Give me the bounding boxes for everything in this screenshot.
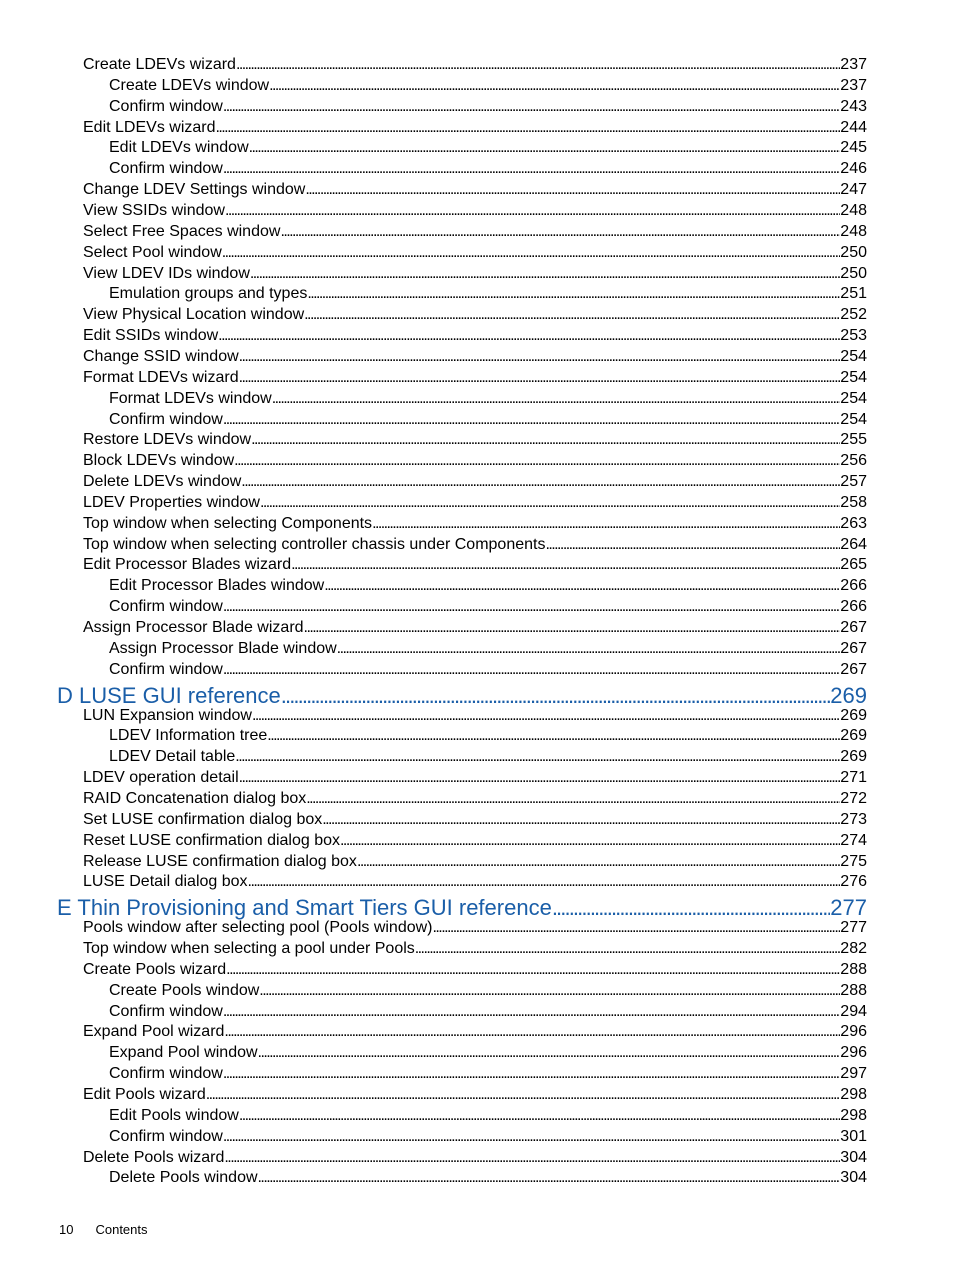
toc-dot-leader bbox=[248, 873, 841, 891]
toc-entry-title: Expand Pool wizard bbox=[83, 1023, 225, 1041]
toc-entry-link[interactable] bbox=[109, 1128, 867, 1149]
toc-dot-leader bbox=[258, 1044, 841, 1062]
toc-dot-leader bbox=[260, 494, 840, 512]
toc-entry-title: Format LDEVs wizard bbox=[83, 368, 239, 386]
toc-dot-leader bbox=[235, 748, 840, 766]
toc-entry-title: Create Pools window bbox=[109, 981, 260, 999]
toc-page-number: 247 bbox=[840, 181, 867, 199]
toc-entry-link[interactable] bbox=[83, 348, 867, 369]
toc-entry-title: Create Pools wizard bbox=[83, 960, 227, 978]
toc-entry-link[interactable] bbox=[83, 790, 867, 811]
toc-entry-title: Reset LUSE confirmation dialog box bbox=[83, 831, 341, 849]
toc-entry-link[interactable] bbox=[109, 577, 867, 598]
toc-page-number: 294 bbox=[840, 1002, 867, 1020]
toc-entry-link[interactable] bbox=[109, 1044, 867, 1065]
toc-entry-link[interactable] bbox=[83, 1023, 867, 1044]
toc-dot-leader bbox=[236, 56, 840, 74]
toc-dot-leader bbox=[258, 1169, 841, 1187]
toc-entry-link[interactable] bbox=[109, 1065, 867, 1086]
toc-entry-link[interactable] bbox=[109, 411, 867, 432]
toc-page-number: 298 bbox=[840, 1086, 867, 1103]
toc-entry-link[interactable] bbox=[83, 306, 867, 327]
toc-entry-title: View LDEV IDs window bbox=[83, 264, 250, 282]
toc-entry-title: Confirm window bbox=[109, 1065, 223, 1083]
toc-entry-title: Top window when selecting a pool under Pools bbox=[83, 940, 415, 957]
toc-page-number: 274 bbox=[840, 831, 867, 849]
toc-dot-leader bbox=[224, 1149, 840, 1167]
toc-dot-leader bbox=[241, 473, 840, 491]
toc-dot-leader bbox=[239, 769, 841, 787]
toc-entry-title: Change SSID window bbox=[83, 347, 239, 365]
toc-entry-title: Emulation groups and types bbox=[109, 285, 308, 303]
toc-entry-link[interactable] bbox=[83, 452, 867, 473]
toc-dot-leader bbox=[239, 1107, 840, 1125]
toc-dot-leader bbox=[223, 1128, 840, 1146]
footer-page-number: 10 bbox=[59, 1222, 74, 1237]
toc-entry-title: D LUSE GUI reference bbox=[57, 682, 281, 708]
toc-page-number: 243 bbox=[840, 97, 867, 115]
toc-entry-link[interactable] bbox=[83, 769, 867, 790]
toc-dot-leader bbox=[225, 202, 840, 220]
toc-page-number: 246 bbox=[840, 160, 867, 178]
toc-dot-leader bbox=[415, 940, 841, 958]
toc-entry-link[interactable] bbox=[83, 853, 867, 874]
toc-entry-title: Select Pool window bbox=[83, 243, 222, 261]
toc-entry-title: Confirm window bbox=[109, 1127, 223, 1145]
toc-page-number: 254 bbox=[840, 347, 867, 365]
toc-entry-title: Confirm window bbox=[109, 1002, 223, 1020]
toc-dot-leader bbox=[223, 98, 840, 116]
toc-entry-title: LUSE Detail dialog box bbox=[83, 873, 248, 891]
toc-dot-leader bbox=[206, 1086, 841, 1104]
toc-dot-leader bbox=[222, 244, 841, 262]
toc-entry-link[interactable] bbox=[83, 873, 867, 894]
toc-entry-title: Delete Pools wizard bbox=[83, 1148, 225, 1166]
toc-entry-link[interactable] bbox=[109, 98, 867, 119]
toc-dot-leader bbox=[239, 348, 841, 366]
toc-entry-link[interactable] bbox=[83, 919, 867, 940]
toc-page-number: 248 bbox=[840, 201, 867, 219]
toc-dot-leader bbox=[305, 181, 840, 199]
toc-entry-link[interactable] bbox=[109, 640, 867, 661]
toc-dot-leader bbox=[239, 369, 841, 387]
toc-page-number: 282 bbox=[840, 940, 867, 957]
toc-entry-title: LUN Expansion window bbox=[83, 706, 252, 724]
toc-page-number: 244 bbox=[840, 118, 867, 136]
toc-entry-link[interactable] bbox=[83, 940, 867, 961]
toc-dot-leader bbox=[269, 77, 840, 95]
toc-entry-link[interactable] bbox=[83, 56, 867, 77]
toc-entry-title: Change LDEV Settings window bbox=[83, 181, 306, 199]
toc-entry-title: Delete LDEVs window bbox=[83, 473, 242, 490]
toc-entry-link[interactable] bbox=[83, 369, 867, 390]
toc-page-number: 237 bbox=[840, 76, 867, 94]
toc-entry-title: Create LDEVs window bbox=[109, 76, 270, 94]
toc-entry-link[interactable] bbox=[109, 390, 867, 411]
toc-page-number: 254 bbox=[840, 389, 867, 407]
toc-dot-leader bbox=[216, 119, 841, 137]
toc-entry-link[interactable] bbox=[83, 536, 867, 557]
toc-page-number: 296 bbox=[840, 1023, 867, 1041]
toc-entry-title: Edit SSIDs window bbox=[83, 327, 219, 345]
toc-dot-leader bbox=[337, 640, 841, 658]
toc-entry-title: Block LDEVs window bbox=[83, 452, 235, 470]
toc-entry-link[interactable] bbox=[109, 1107, 867, 1128]
toc-dot-leader bbox=[545, 536, 840, 554]
toc-entry-title: Confirm window bbox=[109, 160, 223, 178]
toc-entry-title: Confirm window bbox=[109, 598, 223, 616]
toc-dot-leader bbox=[291, 556, 840, 574]
toc-page-number: 304 bbox=[840, 1169, 867, 1187]
toc-page-number: 237 bbox=[840, 56, 867, 73]
toc-entry-link[interactable] bbox=[109, 77, 867, 98]
toc-entry-link[interactable] bbox=[109, 285, 867, 306]
toc-page-number: 297 bbox=[840, 1065, 867, 1083]
toc-entry-link[interactable] bbox=[83, 181, 867, 202]
toc-page-number: 252 bbox=[840, 306, 867, 324]
toc-dot-leader bbox=[218, 327, 840, 345]
toc-entry-link[interactable] bbox=[83, 832, 867, 853]
toc-entry-link[interactable] bbox=[83, 619, 867, 640]
toc-page-number: 256 bbox=[840, 452, 867, 470]
toc-entry-title: Create LDEVs wizard bbox=[83, 56, 236, 73]
toc-page-number: 245 bbox=[840, 139, 867, 157]
toc-entry-title: Edit Pools window bbox=[109, 1106, 239, 1124]
toc-dot-leader bbox=[223, 411, 840, 429]
toc-entry-link[interactable] bbox=[83, 473, 867, 494]
toc-dot-leader bbox=[251, 431, 840, 449]
toc-entry-title: Top window when selecting Components bbox=[83, 514, 373, 532]
toc-entry-title: Confirm window bbox=[109, 660, 223, 678]
toc-entry-title: Edit LDEVs wizard bbox=[83, 118, 216, 136]
toc-entry-link[interactable] bbox=[109, 661, 867, 682]
toc-entry-title: Edit LDEVs window bbox=[109, 139, 249, 157]
toc-dot-leader bbox=[249, 139, 841, 157]
toc-page-number: 267 bbox=[840, 660, 867, 678]
toc-dot-leader bbox=[324, 577, 840, 595]
toc-entry-title: Delete Pools window bbox=[109, 1169, 258, 1187]
toc-entry-link[interactable] bbox=[83, 1149, 867, 1170]
toc-page-number: 277 bbox=[830, 895, 867, 921]
toc-page-number: 272 bbox=[840, 789, 867, 807]
toc-dot-leader bbox=[357, 853, 840, 871]
toc-entry-title: Pools window after selecting pool (Pools window) bbox=[83, 919, 433, 937]
toc-page-number: 250 bbox=[840, 243, 867, 261]
toc-dot-leader bbox=[223, 1003, 840, 1021]
toc-page-number: 254 bbox=[840, 410, 867, 428]
toc-page-number: 250 bbox=[840, 264, 867, 282]
toc-entry-title: Release LUSE confirmation dialog box bbox=[83, 852, 357, 870]
toc-entry-link[interactable] bbox=[109, 1169, 867, 1190]
toc-entry-link[interactable] bbox=[83, 265, 867, 286]
toc-page-number: 275 bbox=[840, 852, 867, 870]
toc-entry-title: Set LUSE confirmation dialog box bbox=[83, 810, 323, 828]
toc-entry-link[interactable] bbox=[83, 811, 867, 832]
toc-page-number: 269 bbox=[840, 727, 867, 745]
toc-entry-link[interactable] bbox=[83, 556, 867, 577]
toc-entry-title: LDEV Information tree bbox=[109, 727, 268, 745]
footer-label: Contents bbox=[95, 1222, 148, 1237]
toc-page-number: 263 bbox=[840, 514, 867, 532]
toc-entry-title: Expand Pool window bbox=[109, 1044, 258, 1062]
toc-page-number: 298 bbox=[840, 1106, 867, 1124]
toc-page-number: 265 bbox=[840, 556, 867, 574]
toc-dot-leader bbox=[372, 515, 840, 533]
toc-page-number: 304 bbox=[840, 1148, 867, 1166]
toc-page-number: 258 bbox=[840, 493, 867, 511]
toc-entry-link[interactable] bbox=[83, 494, 867, 515]
toc-dot-leader bbox=[250, 265, 840, 283]
toc-dot-leader bbox=[340, 832, 840, 850]
toc-entry-title: Restore LDEVs window bbox=[83, 431, 252, 449]
toc-page-number: 267 bbox=[840, 619, 867, 636]
toc-page-number: 271 bbox=[840, 769, 867, 787]
toc-entry-link[interactable] bbox=[109, 982, 867, 1003]
toc-page-number: 267 bbox=[840, 639, 867, 657]
toc-page-number: 301 bbox=[840, 1127, 867, 1145]
toc-page-number: 264 bbox=[840, 535, 867, 553]
toc-dot-leader bbox=[433, 919, 841, 937]
toc-entry-title: Assign Processor Blade wizard bbox=[83, 619, 304, 636]
toc-entry-link[interactable] bbox=[109, 748, 867, 769]
toc-dot-leader bbox=[224, 1023, 840, 1041]
toc-dot-leader bbox=[552, 895, 830, 921]
toc-entry-title: Confirm window bbox=[109, 410, 223, 428]
toc-page-number: 266 bbox=[840, 598, 867, 616]
toc-page-number: 288 bbox=[840, 981, 867, 999]
toc-page-number: 254 bbox=[840, 368, 867, 386]
toc-page-number: 251 bbox=[840, 285, 867, 303]
toc-page-number: 257 bbox=[840, 473, 867, 490]
toc-dot-leader bbox=[272, 390, 841, 408]
toc-page-number: 253 bbox=[840, 327, 867, 345]
toc-entry-link[interactable] bbox=[109, 727, 867, 748]
toc-entry-title: Format LDEVs window bbox=[109, 389, 272, 407]
toc-page-number: 273 bbox=[840, 810, 867, 828]
toc-page-number: 255 bbox=[840, 431, 867, 449]
toc-entry-link[interactable] bbox=[83, 244, 867, 265]
toc-dot-leader bbox=[223, 598, 840, 616]
toc-entry-link[interactable] bbox=[83, 431, 867, 452]
toc-entry-title: Select Free Spaces window bbox=[83, 222, 281, 240]
toc-dot-leader bbox=[223, 1065, 840, 1083]
toc-page-number: 269 bbox=[830, 682, 867, 708]
toc-entry-link[interactable] bbox=[109, 139, 867, 160]
toc-page-number: 288 bbox=[840, 960, 867, 978]
toc-dot-leader bbox=[267, 727, 840, 745]
toc-page-number: 276 bbox=[840, 873, 867, 891]
toc-entry-title: LDEV Properties window bbox=[83, 493, 260, 511]
toc-dot-leader bbox=[280, 223, 840, 241]
toc-entry-title: LDEV operation detail bbox=[83, 769, 239, 787]
toc-entry-link[interactable] bbox=[83, 119, 867, 140]
toc-entry-link[interactable] bbox=[83, 515, 867, 536]
toc-dot-leader bbox=[252, 707, 840, 725]
toc-page-number: 269 bbox=[840, 706, 867, 724]
toc-entry-link[interactable] bbox=[83, 961, 867, 982]
toc-entry-title: LDEV Detail table bbox=[109, 748, 236, 766]
toc-entry-link[interactable] bbox=[109, 598, 867, 619]
toc-page-number: 266 bbox=[840, 577, 867, 595]
toc-entry-title: RAID Concatenation dialog box bbox=[83, 789, 307, 807]
toc-entry-link[interactable] bbox=[83, 327, 867, 348]
toc-entry-title: Edit Pools wizard bbox=[83, 1086, 206, 1103]
toc-dot-leader bbox=[322, 811, 840, 829]
toc-dot-leader bbox=[223, 661, 840, 679]
toc-dot-leader bbox=[226, 961, 840, 979]
toc-page-number: 296 bbox=[840, 1044, 867, 1062]
toc-entry-title: Edit Processor Blades window bbox=[109, 577, 325, 595]
toc-dot-leader bbox=[281, 683, 831, 709]
toc-dot-leader bbox=[234, 452, 840, 470]
toc-entry-title: View Physical Location window bbox=[83, 306, 305, 324]
toc-entry-title: Assign Processor Blade window bbox=[109, 639, 337, 657]
toc-entry-title: Top window when selecting controller chassis under Components bbox=[83, 535, 546, 553]
toc-entry-link[interactable] bbox=[109, 160, 867, 181]
toc-dot-leader bbox=[223, 160, 840, 178]
toc-entry-link[interactable] bbox=[83, 707, 867, 728]
toc-dot-leader bbox=[304, 619, 841, 637]
toc-entry-title: Confirm window bbox=[109, 97, 223, 115]
toc-page-number: 269 bbox=[840, 748, 867, 766]
toc-page-number: 248 bbox=[840, 222, 867, 240]
page-footer bbox=[59, 1222, 148, 1237]
toc-dot-leader bbox=[259, 982, 840, 1000]
toc-entry-title: View SSIDs window bbox=[83, 201, 225, 219]
toc-entry-title: Edit Processor Blades wizard bbox=[83, 556, 292, 574]
toc-entry-link[interactable] bbox=[83, 223, 867, 244]
toc-entry-link[interactable] bbox=[109, 1003, 867, 1024]
toc-dot-leader bbox=[307, 285, 840, 303]
toc-entry-link[interactable] bbox=[83, 1086, 867, 1107]
toc-dot-leader bbox=[306, 790, 840, 808]
toc-entry-title: E Thin Provisioning and Smart Tiers GUI reference bbox=[57, 895, 552, 921]
toc-dot-leader bbox=[304, 306, 840, 324]
toc-page-number: 277 bbox=[840, 919, 867, 937]
toc-entry-link[interactable] bbox=[83, 202, 867, 223]
